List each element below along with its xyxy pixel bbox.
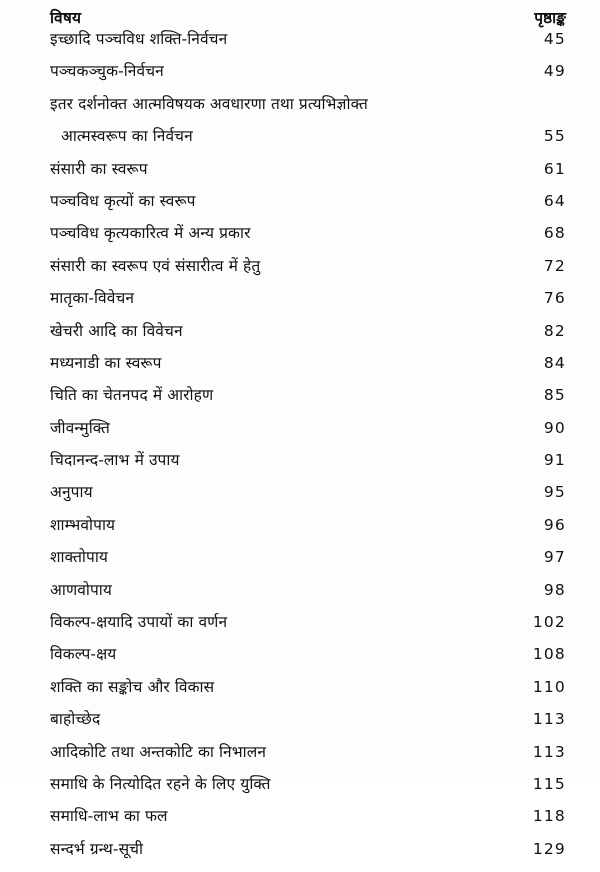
toc-entry-title: चिदानन्द-लाभ में उपाय <box>50 451 180 470</box>
toc-entry <box>0 840 600 872</box>
toc-entry <box>0 548 600 580</box>
toc-entry-title: समाधि के नित्योदित रहने के लिए युक्ति <box>50 774 271 793</box>
toc-entry-page-number: 96 <box>543 515 566 534</box>
toc-entry-page-number: 61 <box>543 159 566 178</box>
toc-entry-page-number: 84 <box>543 353 566 372</box>
toc-entry <box>0 127 600 159</box>
toc-entry-title: इतर दर्शनोक्त आत्मविषयक अवधारणा तथा प्रत्यभिज्ञोक्त <box>50 94 368 113</box>
toc-entry-title: संसारी का स्वरूप एवं संसारीत्व में हेतु <box>50 256 261 275</box>
toc-entry <box>0 775 600 807</box>
toc-entry <box>0 192 600 224</box>
toc-entry-title: आत्मस्वरूप का निर्वचन <box>61 127 193 146</box>
toc-entry-page-number: 45 <box>543 30 566 48</box>
toc-entry <box>0 289 600 321</box>
toc-entry <box>0 62 600 94</box>
column-header-subject: विषय <box>50 9 82 27</box>
toc-entry-title: पञ्चकञ्चुक-निर्वचन <box>50 62 164 81</box>
toc-entry <box>0 257 600 289</box>
toc-column-headers <box>0 0 600 30</box>
toc-entry <box>0 224 600 256</box>
toc-entry-page-number: 115 <box>532 774 566 793</box>
toc-entry-title: शाम्भवोपाय <box>50 515 116 534</box>
toc-entry <box>0 581 600 613</box>
toc-entry <box>0 613 600 645</box>
toc-entry-title: विकल्प-क्षयादि उपायों का वर्णन <box>50 613 228 632</box>
toc-entry-title: संसारी का स्वरूप <box>50 159 148 178</box>
toc-entry-page-number: 95 <box>543 483 566 502</box>
toc-entry-title: समाधि-लाभ का फल <box>50 807 168 826</box>
toc-entry <box>0 807 600 839</box>
toc-entry-page-number: 98 <box>543 580 566 599</box>
toc-entry <box>0 483 600 515</box>
toc-entry-title: विकल्प-क्षय <box>50 645 117 664</box>
toc-entry-title: पञ्चविध कृत्यों का स्वरूप <box>50 191 196 210</box>
toc-entry <box>0 516 600 548</box>
toc-entry-title: पञ्चविध कृत्यकारित्व में अन्य प्रकार <box>50 224 251 243</box>
toc-entry-title: जीवन्मुक्ति <box>50 418 110 437</box>
toc-entry <box>0 354 600 386</box>
toc-entry-page-number: 113 <box>532 742 566 761</box>
toc-entry-list <box>0 30 600 872</box>
toc-entry <box>0 95 600 127</box>
toc-entry-page-number: 55 <box>543 127 566 146</box>
toc-entry-title: शाक्तोपाय <box>50 548 109 567</box>
toc-entry-title: चिति का चेतनपद में आरोहण <box>50 386 214 405</box>
toc-entry-title: मातृका-विवेचन <box>50 289 135 308</box>
toc-entry <box>0 645 600 677</box>
toc-entry-title: आणवोपाय <box>50 580 112 599</box>
toc-entry-title: अनुपाय <box>50 483 93 502</box>
toc-entry <box>0 678 600 710</box>
toc-entry-page-number: 108 <box>532 645 566 664</box>
toc-entry <box>0 386 600 418</box>
toc-entry <box>0 30 600 62</box>
toc-entry-page-number: 110 <box>532 677 566 696</box>
toc-entry-page-number: 102 <box>532 613 566 632</box>
toc-entry-page-number: 91 <box>543 451 566 470</box>
toc-entry <box>0 322 600 354</box>
toc-entry-title: बाहोच्छेद <box>50 710 101 729</box>
toc-entry-page-number: 113 <box>532 710 566 729</box>
toc-entry-page-number: 82 <box>543 321 566 340</box>
toc-entry-page-number: 49 <box>543 62 566 81</box>
toc-entry-title: शक्ति का सङ्कोच और विकास <box>50 677 215 696</box>
toc-entry-page-number: 90 <box>543 418 566 437</box>
toc-entry-title: आदिकोटि तथा अन्तकोटि का निभालन <box>50 742 267 761</box>
toc-entry-title: सन्दर्भ ग्रन्थ-सूची <box>50 839 144 858</box>
toc-entry <box>0 710 600 742</box>
toc-entry-page-number: 76 <box>543 289 566 308</box>
toc-entry-page-number: 129 <box>532 839 566 858</box>
toc-entry-title: इच्छादि पञ्चविध शक्ति-निर्वचन <box>50 30 228 48</box>
toc-entry-title: मध्यनाडी का स्वरूप <box>50 353 162 372</box>
toc-entry <box>0 419 600 451</box>
toc-entry-page-number: 72 <box>543 256 566 275</box>
toc-entry <box>0 451 600 483</box>
column-header-page-number: पृष्ठाङ्क <box>534 9 566 27</box>
toc-entry-page-number: 97 <box>543 548 566 567</box>
toc-entry <box>0 160 600 192</box>
toc-entry-page-number: 68 <box>543 224 566 243</box>
toc-entry <box>0 743 600 775</box>
toc-entry-title: खेचरी आदि का विवेचन <box>50 321 183 340</box>
toc-entry-page-number: 85 <box>543 386 566 405</box>
toc-entry-page-number: 118 <box>532 807 566 826</box>
toc-entry-page-number: 64 <box>543 191 566 210</box>
